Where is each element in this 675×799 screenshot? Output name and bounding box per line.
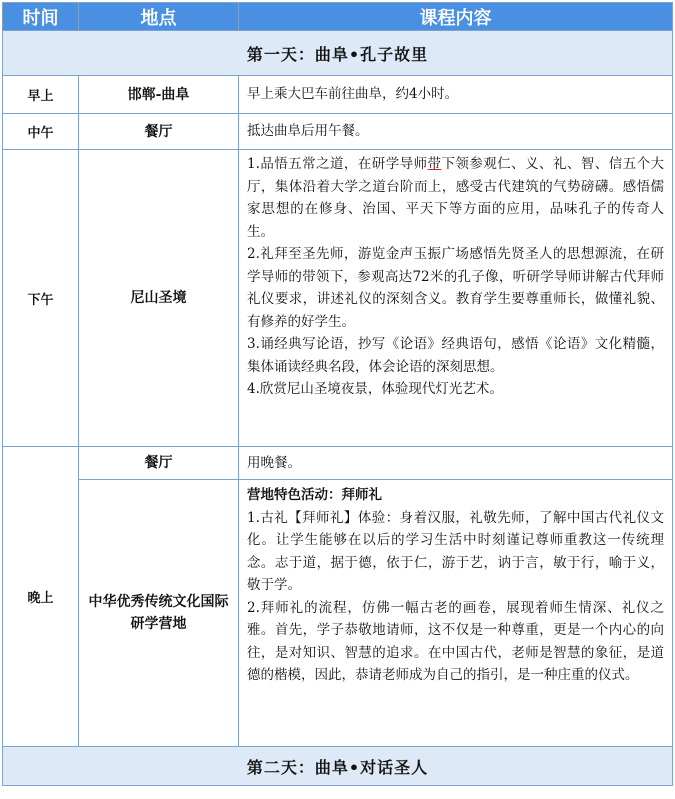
table-row-afternoon	[3, 150, 673, 447]
content-afternoon	[239, 150, 673, 447]
day2-title-row	[3, 747, 673, 786]
content-evening-dinner: 用晚餐。	[239, 447, 673, 480]
time-evening: 晚上	[3, 447, 79, 747]
place-morning: 邯郸-曲阜	[79, 76, 239, 114]
place-noon: 餐厅	[79, 114, 239, 150]
day2-title: 第二天：曲阜•对话圣人	[3, 747, 673, 786]
place-evening-camp: 中华优秀传统文化国际研学营地	[79, 480, 239, 747]
place-evening-dinner: 餐厅	[79, 447, 239, 480]
place-afternoon: 尼山圣境	[79, 150, 239, 447]
day1-title-row	[3, 31, 673, 76]
header-place: 地点	[79, 3, 239, 31]
time-afternoon: 下午	[3, 150, 79, 447]
table-header-row	[3, 3, 673, 31]
content-noon: 抵达曲阜后用午餐。	[239, 114, 673, 150]
spellcheck-mark: 带	[427, 156, 442, 172]
header-time: 时间	[3, 3, 79, 31]
header-content: 课程内容	[239, 3, 673, 31]
afternoon-item-4: 4.欣赏尼山圣境夜景，体验现代灯光艺术。	[247, 381, 503, 397]
time-noon: 中午	[3, 114, 79, 150]
itinerary-table	[2, 2, 673, 786]
afternoon-item-2: 2.礼拜至圣先师，游览金声玉振广场感悟先贤圣人的思想源流，在研学导师的带领下，参观高达72米的孔子像，听研学导师讲解古代拜师礼仪要求，讲述礼仪的深刻含义。教育学生要尊重师长，做懂礼貌、有修养的好学生。	[247, 246, 664, 330]
table-row-evening-dinner	[3, 447, 673, 480]
table-row-evening-camp	[3, 480, 673, 747]
camp-item-2: 2.拜师礼的流程，仿佛一幅古老的画卷，展现着师生情深、礼仪之雅。首先，学子恭敬地请师，这不仅是一种尊重，更是一个内心的向往，是对知识、智慧的追求。在中国古代，老师是智慧的象征，是道德的楷模，因此，恭请老师成为自己的指引，是一种庄重的仪式。	[247, 599, 664, 683]
afternoon-item-3: 3.诵经典写论语，抄写《论语》经典语句，感悟《论语》文化精髓，集体诵读经典名段，体会论语的深刻思想。	[247, 336, 664, 375]
time-morning: 早上	[3, 76, 79, 114]
camp-heading: 营地特色活动：拜师礼	[247, 487, 382, 503]
table-row-noon	[3, 114, 673, 150]
day1-title: 第一天：曲阜•孔子故里	[3, 31, 673, 76]
content-morning: 早上乘大巴车前往曲阜，约4小时。	[239, 76, 673, 114]
camp-item-1: 1.古礼【拜师礼】体验：身着汉服，礼敬先师，了解中国古代礼仪文化。让学生能够在以后的学习生活中时刻谨记尊师重教这一传统理念。志于道，据于德，依于仁，游于艺，讷于言，敏于行，喻于义，敬于学。	[247, 509, 664, 593]
content-evening-camp	[239, 480, 673, 747]
table-row-morning	[3, 76, 673, 114]
afternoon-item-1: 1.品悟五常之道，在研学导师带下领参观仁、义、礼、智、信五个大厅，集体沿着大学之道台阶而上，感受古代建筑的气势磅礴。感悟儒家思想的在修身、治国、平天下等方面的应用，品味孔子的传奇人生。	[247, 156, 665, 240]
